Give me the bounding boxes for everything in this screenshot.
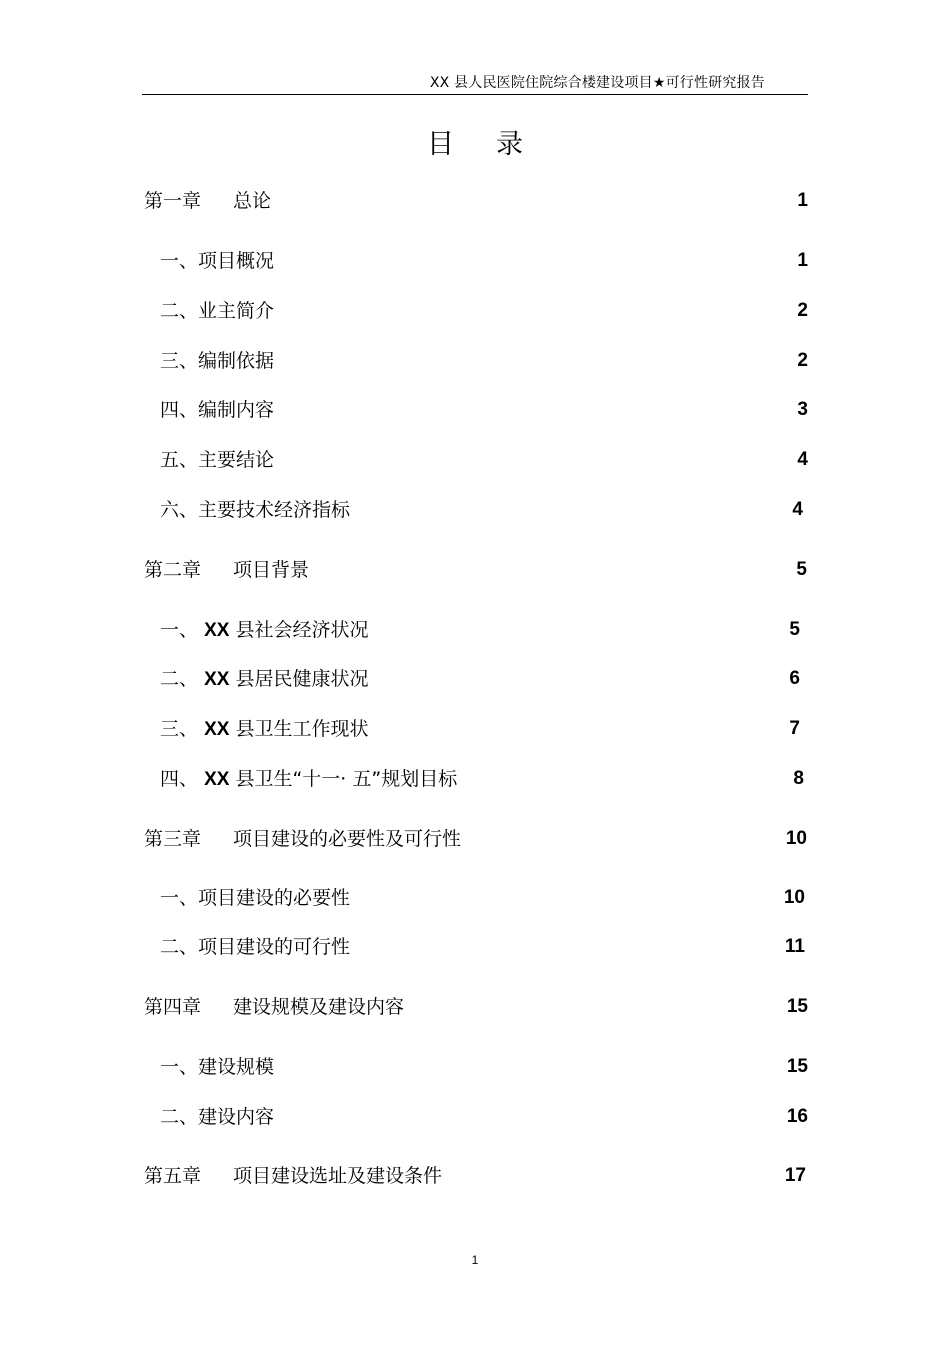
chapter-number: 第一章 [144,190,202,212]
chapter-number: 第二章 [144,559,202,581]
page-number: 1 [471,1253,479,1267]
toc-entry-label [160,714,368,745]
chapter-title: 项目背景 [233,559,310,581]
toc-section-entry[interactable] [0,615,950,645]
toc-chapter-entry[interactable] [0,555,950,585]
header-divider [142,94,808,95]
toc-entry-label [144,1161,442,1191]
toc-section-entry[interactable] [0,445,950,475]
toc-chapter-entry[interactable] [0,186,950,216]
toc-section-entry[interactable] [0,932,950,962]
toc-section-entry[interactable] [0,346,950,376]
toc-page-number: 4 [792,499,803,520]
toc-entry-label: 二、业主简介 [160,300,275,322]
toc-page-number: 4 [797,449,808,470]
toc-entry-label [144,555,309,585]
toc-section-entry[interactable] [0,664,950,694]
chapter-number: 第三章 [144,828,202,850]
toc-entry-label [160,615,368,646]
toc-entry-label [144,186,271,216]
toc-entry-label: 六、主要技术经济指标 [160,499,351,521]
toc-entry-label: 四、编制内容 [160,399,275,421]
toc-page-number: 16 [786,1106,808,1127]
toc-page-number: 3 [797,399,808,420]
toc-entry-label: 一、建设规模 [160,1056,275,1078]
toc-entry-label: 五、主要结论 [160,449,275,471]
section-title: 县社会经济状况 [235,619,369,641]
toc-page-number: 5 [789,619,800,640]
section-title: 县居民健康状况 [235,668,369,690]
toc-page-number: 11 [784,936,805,957]
toc-section-entry[interactable] [0,495,950,525]
toc-section-entry[interactable] [0,764,950,794]
toc-section-entry[interactable] [0,296,950,326]
toc-chapter-entry[interactable] [0,824,950,854]
toc-section-entry[interactable] [0,883,950,913]
section-title: 县卫生工作现状 [235,718,369,740]
toc-entry-label: 一、项目概况 [160,250,275,272]
toc-page-number: 1 [797,190,808,211]
county-placeholder: XX [204,719,230,740]
toc-page-number: 6 [789,668,800,689]
section-prefix: 二、 [160,668,199,690]
chapter-number: 第五章 [144,1165,202,1187]
toc-chapter-entry[interactable] [0,992,950,1022]
toc-entry-label: 二、项目建设的可行性 [160,936,351,958]
toc-page-number: 10 [785,828,807,849]
toc-section-entry[interactable] [0,395,950,425]
toc-page-number: 2 [797,300,808,321]
toc-section-entry[interactable] [0,246,950,276]
toc-entry-label [144,992,404,1022]
toc-page-number: 17 [784,1165,806,1186]
running-header: XX 县人民医院住院综合楼建设项目★可行性研究报告 [429,75,765,91]
section-prefix: 四、 [160,768,199,790]
toc-page-number: 1 [797,250,808,271]
toc-chapter-entry[interactable] [0,1161,950,1191]
section-title: 县卫生“十一· 五”规划目标 [235,768,458,790]
toc-entry-label [160,764,457,795]
toc-section-entry[interactable] [0,714,950,744]
chapter-number: 第四章 [144,996,202,1018]
toc-entry-label [160,664,368,695]
chapter-title: 建设规模及建设内容 [233,996,405,1018]
chapter-title: 项目建设的必要性及可行性 [233,828,462,850]
section-prefix: 一、 [160,619,199,641]
toc-page-number: 10 [783,887,805,908]
chapter-title: 项目建设选址及建设条件 [233,1165,443,1187]
county-placeholder: XX [204,620,230,641]
section-prefix: 三、 [160,718,199,740]
toc-entry-label [144,824,461,854]
chapter-title: 总论 [233,190,272,212]
toc-entry-label: 二、建设内容 [160,1106,275,1128]
toc-title-left: 目 [427,129,454,160]
toc-page-number: 7 [789,718,800,739]
toc-entry-label: 一、项目建设的必要性 [160,887,351,909]
toc-page-number: 8 [793,768,804,789]
toc-title [0,122,950,161]
toc-title-right: 录 [496,129,523,160]
toc-page-number: 5 [796,559,807,580]
toc-page-number: 15 [786,1056,808,1077]
toc-page-number: 2 [797,350,808,371]
toc-section-entry[interactable] [0,1102,950,1132]
county-placeholder: XX [204,669,230,690]
county-placeholder: XX [204,769,230,790]
toc-page-number: 15 [786,996,808,1017]
toc-section-entry[interactable] [0,1052,950,1082]
toc-entry-label: 三、编制依据 [160,350,275,372]
